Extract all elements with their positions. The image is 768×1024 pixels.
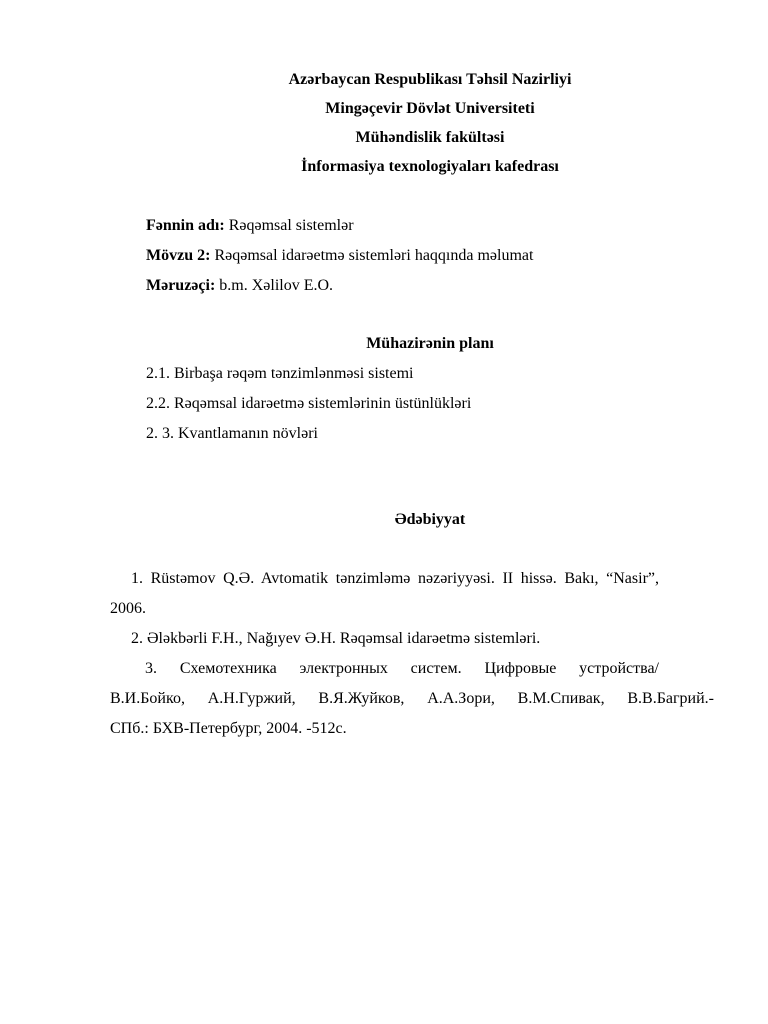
subject-value: Rəqəmsal sistemlər bbox=[224, 217, 354, 234]
literature-item-1-line-2: 2006. bbox=[110, 600, 146, 617]
literature-item-1-line-1: 1. Rüstəmov Q.Ə. Avtomatik tənzimləmə nəzəriyyəsi. II hissə. Bakı, “Nasir”, bbox=[131, 570, 659, 587]
literature-item-3-line-2: В.И.Бойко, А.Н.Гуржий, В.Я.Жуйков, А.А.Зори, В.М.Спивак, В.В.Багрий.- bbox=[110, 690, 714, 707]
literature-item-3-line-3: СПб.: БХВ-Петербург, 2004. -512с. bbox=[110, 720, 347, 737]
lecturer-label: Məruzəçi: bbox=[146, 277, 216, 294]
lecturer-value: b.m. Xəlilov E.O. bbox=[215, 277, 334, 294]
topic-label: Mövzu 2: bbox=[146, 247, 211, 264]
literature-item-3-line-1: 3. Схемотехника электронных систем. Цифровые устройства/ bbox=[145, 660, 659, 677]
ministry-heading: Azərbaycan Respublikası Təhsil Nazirliyi bbox=[288, 71, 572, 88]
literature-title: Ədəbiyyat bbox=[394, 511, 466, 528]
lecturer-line bbox=[146, 276, 333, 296]
university-heading: Mingəçevir Dövlət Universiteti bbox=[325, 100, 535, 117]
topic-line bbox=[146, 246, 533, 266]
plan-title: Mühazirənin planı bbox=[366, 335, 494, 352]
plan-item-1: 2.1. Birbaşa rəqəm tənzimlənməsi sistemi bbox=[146, 365, 414, 382]
department-heading: İnformasiya texnologiyaları kafedrası bbox=[301, 158, 559, 175]
faculty-heading: Mühəndislik fakültəsi bbox=[355, 129, 505, 146]
literature-item-2: 2. Ələkbərli F.H., Nağıyev Ə.H. Rəqəmsal idarəetmə sistemləri. bbox=[131, 630, 541, 647]
topic-value: Rəqəmsal idarəetmə sistemləri haqqında məlumat bbox=[210, 247, 534, 264]
plan-item-2: 2.2. Rəqəmsal idarəetmə sistemlərinin üstünlükləri bbox=[146, 395, 472, 412]
plan-item-3: 2. 3. Kvantlamanın növləri bbox=[146, 425, 318, 442]
subject-line bbox=[146, 216, 354, 236]
subject-label: Fənnin adı: bbox=[146, 217, 225, 234]
